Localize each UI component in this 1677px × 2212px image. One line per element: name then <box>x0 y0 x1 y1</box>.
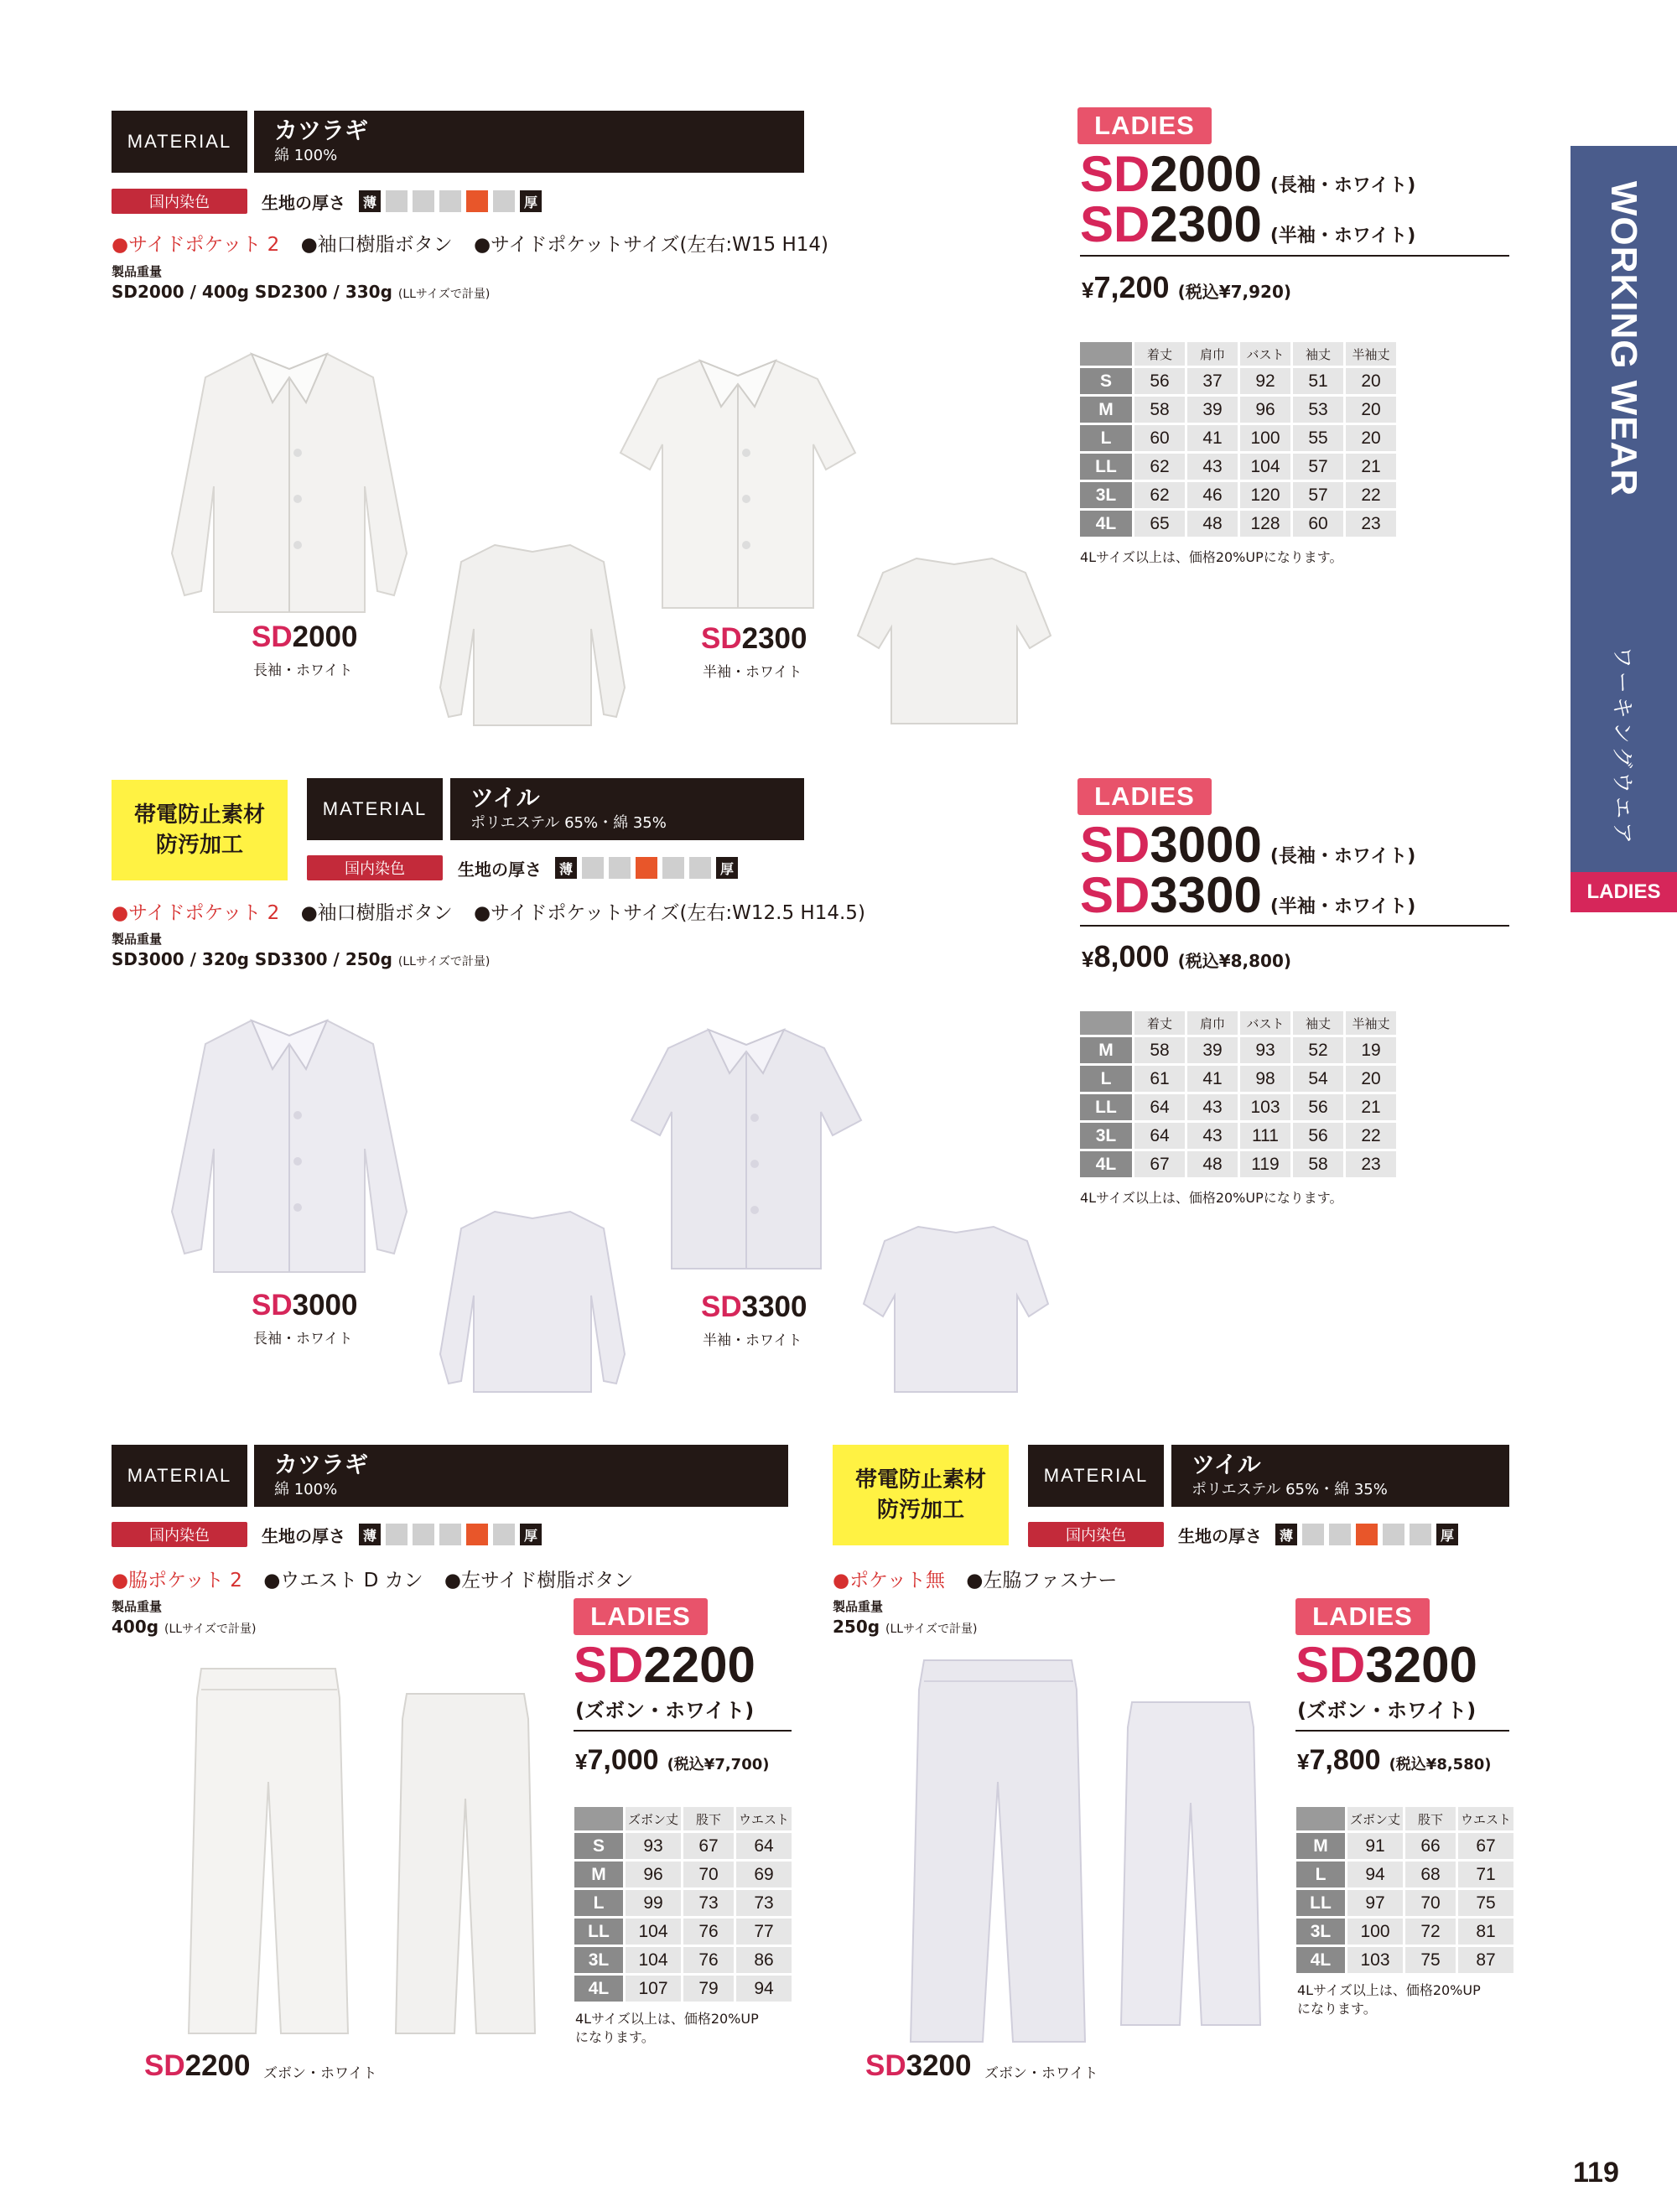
thickness-step <box>662 857 684 879</box>
thickness-step <box>609 857 631 879</box>
material-box <box>1171 1445 1509 1507</box>
jacket-short-sleeve-front-image <box>612 352 864 612</box>
material-box <box>254 111 804 173</box>
thickness-step <box>1410 1524 1431 1545</box>
table-row: S 93 67 64 <box>574 1833 792 1859</box>
thickness-step-active <box>466 1524 488 1545</box>
material-label: MATERIAL <box>112 1445 247 1507</box>
thickness-step <box>439 1524 461 1545</box>
domestic-dye-badge: 国内染色 <box>112 189 247 214</box>
feature-item: ● サイドポケット 2 <box>112 902 279 924</box>
pants-front-image <box>184 1664 352 2042</box>
thickness-step <box>1302 1524 1324 1545</box>
ladies-badge: LADIES <box>574 1598 708 1635</box>
table-row: L 99 73 73 <box>574 1890 792 1916</box>
price: ¥7,200 (税込¥7,920) <box>1082 270 1292 304</box>
domestic-dye-badge: 国内染色 <box>112 1522 247 1547</box>
feature-item: ● サイドポケット 2 <box>112 234 279 256</box>
thickness-step <box>413 1524 434 1545</box>
thickness-step-active <box>636 857 657 879</box>
thickness-label: 生地の厚さ <box>262 192 345 213</box>
thickness-scale <box>262 1522 542 1547</box>
feature-item: ● 袖口樹脂ボタン <box>301 234 453 256</box>
thickness-step <box>1383 1524 1404 1545</box>
material-box <box>450 778 804 840</box>
table-row: LL 104 76 77 <box>574 1919 792 1945</box>
table-row: S 56 37 92 51 20 <box>1080 368 1396 394</box>
size-note: 4Lサイズ以上は、価格20%UP になります。 <box>575 2011 759 2045</box>
table-row: LL 62 43 104 57 21 <box>1080 454 1396 480</box>
divider <box>1080 255 1509 257</box>
table-row: 4L 107 79 94 <box>574 1976 792 2002</box>
table-row: 4L 67 48 119 58 23 <box>1080 1151 1396 1177</box>
thickness-step <box>386 190 408 212</box>
material-composition: ポリエステル 65%・綿 35% <box>1192 1481 1388 1498</box>
model-desc: (ズボン・ホワイト) <box>1297 1699 1477 1722</box>
thin-marker: 薄 <box>359 1524 381 1545</box>
size-note: 4Lサイズ以上は、価格20%UP になります。 <box>1297 1982 1481 2017</box>
weight-value: 400g (LLサイズで計量) <box>112 1617 257 1637</box>
jacket-short-sleeve-front-image <box>625 1021 868 1273</box>
material-composition: 綿 100% <box>274 147 338 164</box>
thickness-step <box>1329 1524 1351 1545</box>
thickness-label: 生地の厚さ <box>458 859 542 880</box>
domestic-dye-badge: 国内染色 <box>1028 1522 1164 1547</box>
price: ¥8,000 (税込¥8,800) <box>1082 939 1292 974</box>
feature-item: ● 脇ポケット 2 <box>112 1570 242 1591</box>
side-tab-title: WORKING WEAR <box>1603 180 1645 497</box>
size-table: ズボン丈 股下 ウエスト S 93 67 64 M 96 70 69 L 99 73 73 LL 104 76 77 3L 104 76 86 4L 107 79 94 <box>572 1804 794 2004</box>
table-row: LL 97 70 75 <box>1296 1890 1513 1916</box>
weight-value: SD3000 / 320g SD3300 / 250g (LLサイズで計量) <box>112 949 491 969</box>
side-tab-ladies: LADIES <box>1571 872 1677 912</box>
feature-item: ● 左サイド樹脂ボタン <box>444 1570 633 1591</box>
product-caption-sub: ズボン・ホワイト <box>984 2065 1098 2082</box>
jacket-long-sleeve-front-image <box>164 1010 415 1279</box>
feature-list <box>833 1565 1117 1592</box>
model-title: SD2200 <box>574 1637 755 1693</box>
thickness-label: 生地の厚さ <box>262 1525 345 1546</box>
thickness-step <box>386 1524 408 1545</box>
feature-list <box>112 897 865 925</box>
model-title: SD3200 <box>1295 1637 1477 1693</box>
table-row: 3L 100 72 81 <box>1296 1919 1513 1945</box>
table-row: L 60 41 100 55 20 <box>1080 425 1396 451</box>
thickness-scale <box>1178 1522 1458 1547</box>
pants-back-image <box>1119 1698 1262 2033</box>
ladies-badge: LADIES <box>1077 778 1212 815</box>
feature-item: ● サイドポケットサイズ(左右:W12.5 H14.5) <box>474 902 865 924</box>
table-row: LL 64 43 103 56 21 <box>1080 1094 1396 1120</box>
feature-list <box>112 229 828 257</box>
pants-back-image <box>394 1690 537 2042</box>
size-table: 着丈 肩巾 バスト 袖丈 半袖丈 M 58 39 93 52 19 L 61 41 98 54 20 LL 64 43 103 56 21 3L 64 43 111 56 22 4L 67 48 119 58 23 <box>1077 1009 1399 1180</box>
thickness-step-active <box>466 190 488 212</box>
product-caption-sub: 半袖・ホワイト <box>703 1332 802 1349</box>
weight-label: 製品重量 <box>112 1599 163 1614</box>
material-name: カツラギ <box>274 117 369 144</box>
thick-marker: 厚 <box>1436 1524 1458 1545</box>
table-row: 4L 65 48 128 60 23 <box>1080 511 1396 537</box>
product-caption: SD2000 <box>252 621 358 653</box>
thickness-step <box>439 190 461 212</box>
table-row: M 58 39 96 53 20 <box>1080 397 1396 423</box>
price: ¥7,800 (税込¥8,580) <box>1297 1744 1492 1776</box>
weight-value: SD2000 / 400g SD2300 / 330g (LLサイズで計量) <box>112 282 491 302</box>
side-tab-japanese: ワーキングウエア <box>1609 646 1635 847</box>
size-table: 着丈 肩巾 バスト 袖丈 半袖丈 S 56 37 92 51 20 M 58 39 96 53 20 L 60 41 100 55 20 LL 62 43 104 57 21 3L 62 46 120 57 22 4L 65 48 128 60 23 <box>1077 340 1399 539</box>
table-row: L 94 68 71 <box>1296 1862 1513 1887</box>
thickness-scale <box>262 189 542 214</box>
table-row: L 61 41 98 54 20 <box>1080 1066 1396 1092</box>
material-composition: 綿 100% <box>274 1481 338 1498</box>
size-table: ズボン丈 股下 ウエスト M 91 66 67 L 94 68 71 LL 97 70 75 3L 100 72 81 4L 103 75 87 <box>1294 1804 1516 1976</box>
model-title: SD3300 (半袖・ホワイト) <box>1080 867 1416 923</box>
feature-item: ● ウエスト D カン <box>263 1570 423 1591</box>
page-number: 119 <box>1573 2157 1619 2189</box>
table-row: 4L 103 75 87 <box>1296 1947 1513 1973</box>
product-caption: SD3300 <box>701 1290 807 1323</box>
model-title: SD3000 (長袖・ホワイト) <box>1080 817 1416 873</box>
model-title: SD2000 (長袖・ホワイト) <box>1080 146 1416 202</box>
jacket-long-sleeve-front-image <box>164 344 415 621</box>
thickness-step-active <box>1356 1524 1378 1545</box>
material-composition: ポリエステル 65%・綿 35% <box>470 814 667 832</box>
weight-label: 製品重量 <box>112 932 163 947</box>
thick-marker: 厚 <box>520 190 542 212</box>
material-name: カツラギ <box>274 1451 369 1478</box>
weight-label: 製品重量 <box>112 264 163 279</box>
table-row: M 58 39 93 52 19 <box>1080 1037 1396 1063</box>
material-label: MATERIAL <box>112 111 247 173</box>
jacket-short-sleeve-back-image <box>854 552 1055 728</box>
domestic-dye-badge: 国内染色 <box>307 855 443 880</box>
thickness-step <box>413 190 434 212</box>
thickness-step <box>689 857 711 879</box>
product-caption-sub: ズボン・ホワイト <box>263 2065 377 2082</box>
product-caption-sub: 長袖・ホワイト <box>253 1331 353 1347</box>
feature-list <box>112 1565 633 1592</box>
table-row: M 91 66 67 <box>1296 1833 1513 1859</box>
jacket-long-sleeve-back-image <box>436 537 629 730</box>
jacket-short-sleeve-back-image <box>859 1220 1052 1396</box>
material-name: ツイル <box>1192 1451 1261 1478</box>
size-note: 4Lサイズ以上は、価格20%UPになります。 <box>1080 549 1343 565</box>
material-box <box>254 1445 788 1507</box>
weight-value: 250g (LLサイズで計量) <box>833 1617 978 1637</box>
price: ¥7,000 (税込¥7,700) <box>575 1744 770 1776</box>
table-row: 3L 62 46 120 57 22 <box>1080 482 1396 508</box>
thin-marker: 薄 <box>555 857 577 879</box>
model-title: SD2300 (半袖・ホワイト) <box>1080 196 1416 252</box>
table-row: M 96 70 69 <box>574 1862 792 1887</box>
divider <box>1080 925 1509 927</box>
divider <box>1295 1730 1509 1732</box>
feature-item: ● 袖口樹脂ボタン <box>301 902 453 924</box>
pants-front-image <box>906 1656 1090 2050</box>
feature-item: ● 左脇ファスナー <box>966 1570 1117 1591</box>
thickness-step <box>493 190 515 212</box>
ladies-badge: LADIES <box>1077 107 1212 144</box>
table-row: 3L 64 43 111 56 22 <box>1080 1123 1396 1149</box>
thickness-step <box>493 1524 515 1545</box>
antistatic-badge: 帯電防止素材 防汚加工 <box>833 1445 1009 1545</box>
thick-marker: 厚 <box>520 1524 542 1545</box>
divider <box>574 1730 792 1732</box>
size-note: 4Lサイズ以上は、価格20%UPになります。 <box>1080 1190 1343 1206</box>
ladies-badge: LADIES <box>1295 1598 1430 1635</box>
thickness-label: 生地の厚さ <box>1178 1525 1262 1546</box>
weight-label: 製品重量 <box>833 1599 884 1614</box>
product-caption-sub: 半袖・ホワイト <box>703 664 802 681</box>
material-name: ツイル <box>470 784 540 812</box>
product-caption: SD3200 <box>865 2049 972 2082</box>
product-caption: SD2300 <box>701 622 807 655</box>
material-label: MATERIAL <box>307 778 443 840</box>
thick-marker: 厚 <box>716 857 738 879</box>
table-row: 3L 104 76 86 <box>574 1947 792 1973</box>
thickness-scale <box>458 855 738 880</box>
thickness-step <box>582 857 604 879</box>
feature-item: ● ポケット無 <box>833 1570 945 1591</box>
product-caption: SD2200 <box>144 2049 251 2082</box>
model-desc: (ズボン・ホワイト) <box>575 1699 755 1722</box>
jacket-long-sleeve-back-image <box>436 1203 629 1396</box>
product-caption-sub: 長袖・ホワイト <box>253 662 353 679</box>
feature-item: ● サイドポケットサイズ(左右:W15 H14) <box>474 234 828 256</box>
thin-marker: 薄 <box>359 190 381 212</box>
thin-marker: 薄 <box>1275 1524 1297 1545</box>
material-label: MATERIAL <box>1028 1445 1164 1507</box>
antistatic-badge: 帯電防止素材 防汚加工 <box>112 780 288 880</box>
product-caption: SD3000 <box>252 1289 358 1321</box>
